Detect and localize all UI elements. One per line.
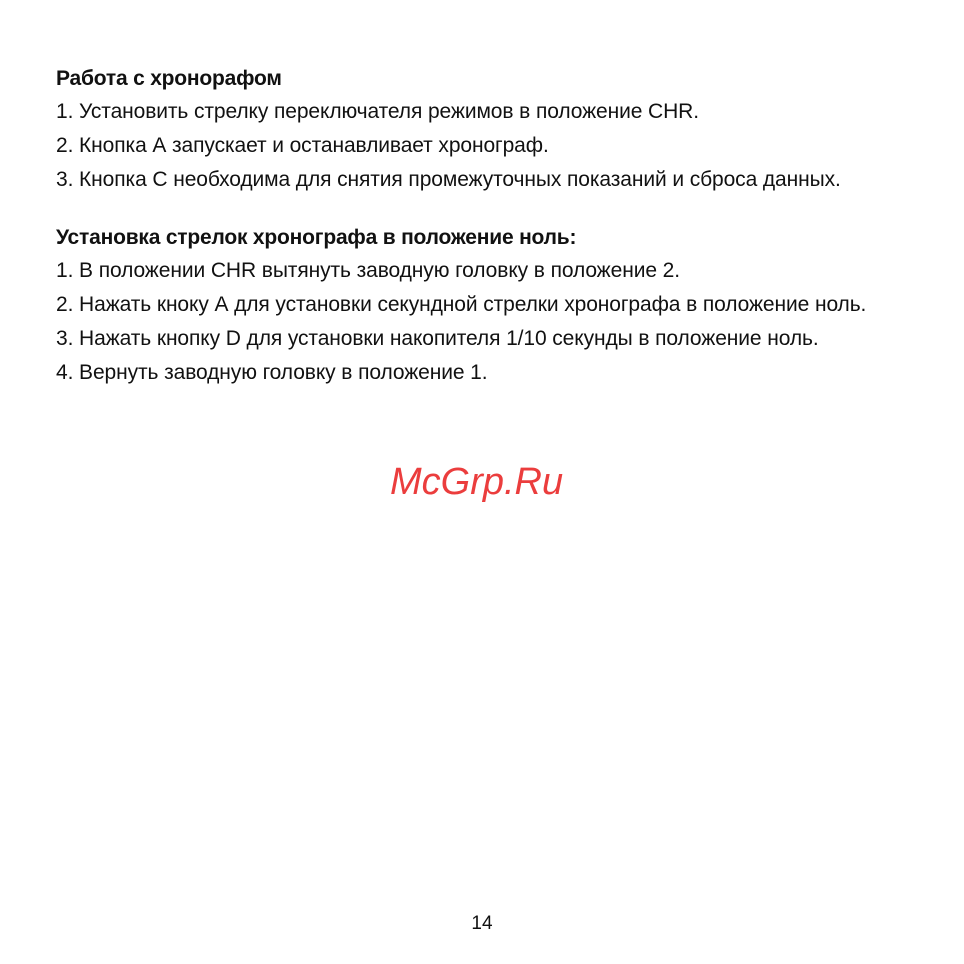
section-heading: Работа с хронорафом bbox=[56, 67, 282, 90]
list-item: 1. Установить стрелку переключателя режимов в положение CHR. bbox=[56, 100, 699, 123]
section-chronograph-operation bbox=[56, 62, 916, 197]
list-item: 1. В положении CHR вытянуть заводную головку в положение 2. bbox=[56, 259, 680, 282]
section-reset-hands bbox=[56, 221, 916, 390]
watermark: McGrp.Ru bbox=[390, 461, 564, 503]
list-item: 2. Кнопка А запускает и останавливает хронограф. bbox=[56, 134, 549, 157]
page-number: 14 bbox=[471, 913, 493, 934]
list-item: 3. Кнопка С необходима для снятия промежуточных показаний и сброса данных. bbox=[56, 168, 841, 191]
list-item: 3. Нажать кнопку D для установки накопителя 1/10 секунды в положение ноль. bbox=[56, 327, 819, 350]
document-body bbox=[56, 62, 916, 390]
list-item: 2. Нажать кноку А для установки секундной стрелки хронографа в положение ноль. bbox=[56, 293, 867, 316]
list-item: 4. Вернуть заводную головку в положение 1. bbox=[56, 361, 488, 384]
section-heading: Установка стрелок хронографа в положение ноль: bbox=[56, 226, 577, 249]
